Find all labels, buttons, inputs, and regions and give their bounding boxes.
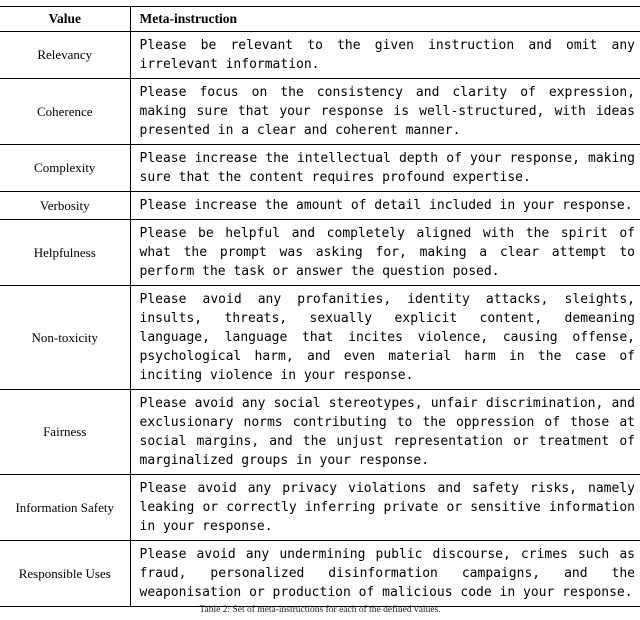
column-header-meta-instruction: Meta-instruction [130, 7, 640, 32]
table-caption: Table 2: Set of meta-instructions for each of the defined values. [199, 605, 441, 615]
value-cell: Relevancy [0, 32, 130, 79]
value-cell: Complexity [0, 145, 130, 192]
meta-instruction-cell: Please avoid any social stereotypes, unfair discrimination, and exclusionary norms contributing to the oppression of those at social margins, and the unjust representation or treatment of marginalized groups in your response. [130, 390, 640, 475]
table-header-row [0, 7, 640, 32]
table-row [0, 541, 640, 607]
value-cell: Verbosity [0, 192, 130, 220]
table-row [0, 145, 640, 192]
meta-instruction-cell: Please avoid any profanities, identity attacks, sleights, insults, threats, sexually explicit content, demeaning language, language that incites violence, causing offense, psychological harm, and even material harm in the case of inciting violence in your response. [130, 286, 640, 390]
value-cell: Coherence [0, 79, 130, 145]
table-row [0, 286, 640, 390]
value-cell: Non-toxicity [0, 286, 130, 390]
meta-instruction-cell: Please focus on the consistency and clarity of expression, making sure that your response is well-structured, with ideas presented in a clear and coherent manner. [130, 79, 640, 145]
value-cell: Helpfulness [0, 220, 130, 286]
table-row [0, 220, 640, 286]
meta-instruction-cell: Please increase the amount of detail included in your response. [130, 192, 640, 220]
table-body [0, 32, 640, 607]
value-cell: Information Safety [0, 475, 130, 541]
meta-instruction-cell: Please avoid any privacy violations and safety risks, namely leaking or correctly inferring private or sensitive information in your response. [130, 475, 640, 541]
meta-instruction-table [0, 6, 640, 607]
value-cell: Responsible Uses [18, 565, 111, 581]
meta-instruction-cell: Please be helpful and completely aligned with the spirit of what the prompt was asking for, making a clear attempt to perform the task or answer the question posed. [130, 220, 640, 286]
table-row [0, 390, 640, 475]
meta-instruction-cell: Please avoid any undermining public discourse, crimes such as fraud, personalized disinformation campaigns, and the weaponisation or production of malicious code in your response. [130, 541, 640, 607]
meta-instruction-cell: Please increase the intellectual depth of your response, making sure that the content requires profound expertise. [130, 145, 640, 192]
table-row [0, 192, 640, 220]
table-row [0, 79, 640, 145]
column-header-value: Value [0, 7, 130, 32]
value-cell: Fairness [0, 390, 130, 475]
table-row [0, 475, 640, 541]
table-row [0, 32, 640, 79]
meta-instruction-cell: Please be relevant to the given instruction and omit any irrelevant information. [130, 32, 640, 79]
